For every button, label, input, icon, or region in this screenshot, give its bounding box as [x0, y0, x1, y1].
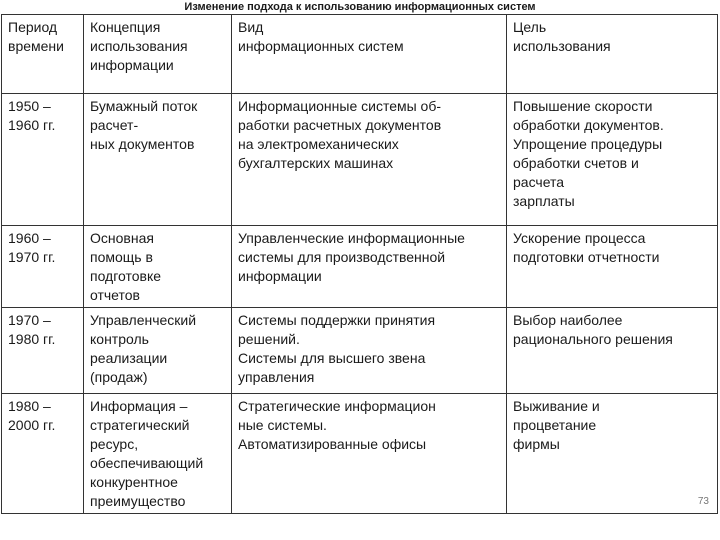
cell-concept: Основная помощь в подготовке отчетов	[84, 226, 232, 308]
cell-concept: Бумажный поток расчет- ных документов	[84, 94, 232, 226]
cell-goal: Ускорение процесса подготовки отчетности	[507, 226, 718, 308]
cell-systems: Системы поддержки принятия решений. Системы для высшего звена управления	[232, 308, 507, 394]
cell-period: 1980 – 2000 гг.	[2, 394, 84, 514]
table-row	[2, 308, 718, 394]
cell-systems: Информационные системы об- работки расчетных документов на электромеханических бухгалтерских машинах	[232, 94, 507, 226]
cell-goal: Выбор наиболее рационального решения	[507, 308, 718, 394]
cell-concept: Управленческий контроль реализации (продаж)	[84, 308, 232, 394]
header-row	[2, 15, 718, 94]
cell-goal: Повышение скорости обработки документов. Упрощение процедуры обработки счетов и расчета зарплаты	[507, 94, 718, 226]
cell-goal-text: Выживание и процветание фирмы	[513, 398, 600, 452]
header-period: Период времени	[2, 15, 84, 94]
info-systems-table	[1, 14, 718, 514]
table-title: Изменение подхода к использованию информационных систем	[184, 1, 536, 13]
cell-systems: Управленческие информационные системы для производственной информации	[232, 226, 507, 308]
cell-systems: Стратегические информацион ные системы. Автоматизированные офисы	[232, 394, 507, 514]
table-row	[2, 394, 718, 514]
cell-period: 1970 – 1980 гг.	[2, 308, 84, 394]
cell-concept: Информация – стратегический ресурс, обеспечивающий конкурентное преимущество	[84, 394, 232, 514]
header-systems: Вид информационных систем	[232, 15, 507, 94]
table-row	[2, 94, 718, 226]
cell-goal	[507, 394, 718, 514]
cell-period: 1950 – 1960 гг.	[2, 94, 84, 226]
header-concept: Концепция использования информации	[84, 15, 232, 94]
cell-period: 1960 – 1970 гг.	[2, 226, 84, 308]
header-goal: Цель использования	[507, 15, 718, 94]
page-number: 73	[697, 496, 709, 507]
table-row	[2, 226, 718, 308]
